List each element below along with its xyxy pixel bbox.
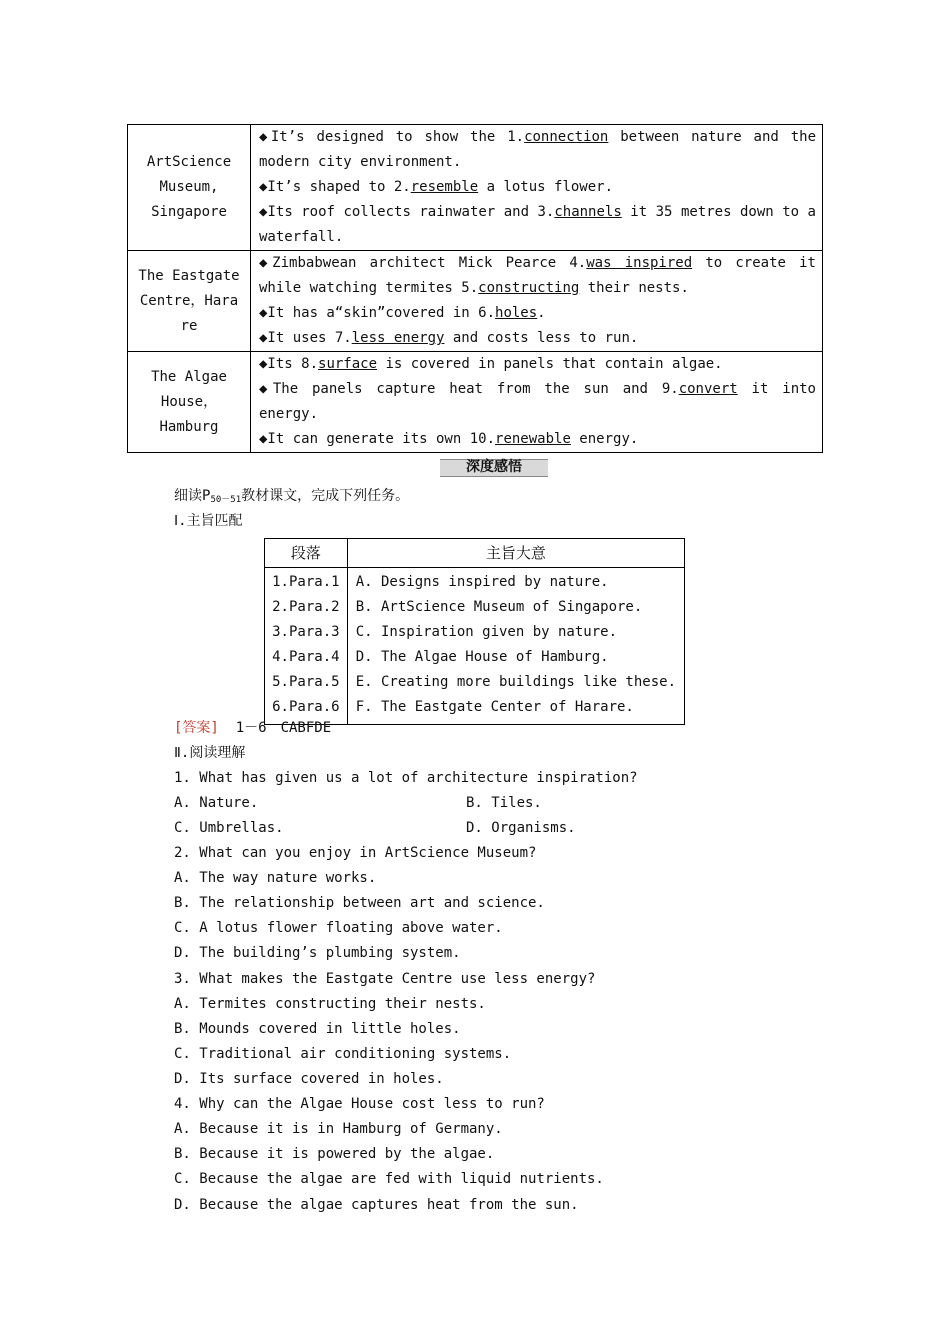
item-text: ◆The panels capture heat from the sun and 9. (259, 381, 679, 397)
answer-blank: connection (524, 129, 609, 145)
para-item: 3.Para.3 (272, 624, 340, 640)
item-text: and costs less to run. (444, 330, 639, 346)
table-row (128, 251, 823, 352)
column-header-topic: 主旨大意 (347, 539, 684, 568)
item-text: it 35 metres down to a waterfall. (259, 204, 816, 245)
description-item (259, 175, 816, 200)
place-name: Centre，Hara (139, 292, 239, 309)
option-b: B. Tiles. (466, 795, 542, 811)
question-2: 2. What can you enjoy in ArtScience Museum? (174, 845, 537, 861)
topic-item: D. The Algae House of Hamburg. (355, 649, 609, 665)
item-text: ◆Zimbabwean architect Mick Pearce 4. (259, 255, 587, 271)
option-d: D. Because the algae captures heat from the sun. (174, 1197, 579, 1213)
para-item: 2.Para.2 (272, 599, 340, 615)
description-item (259, 427, 816, 452)
answer-blank: holes (495, 305, 538, 321)
option-a: A. Nature. (174, 795, 259, 811)
item-text: ◆Its 8. (259, 356, 319, 372)
table-row (265, 568, 685, 725)
item-text: it into energy. (259, 381, 816, 422)
question-3: 3. What makes the Eastgate Centre use less energy? (174, 971, 596, 987)
place-name: Singapore (151, 204, 227, 220)
place-name: re (180, 317, 198, 334)
answer-blank: was inspired (586, 255, 693, 271)
topic-item: B. ArtScience Museum of Singapore. (355, 599, 643, 615)
description-item (259, 125, 816, 175)
page-range: 50－51 (210, 495, 242, 505)
para-list (265, 568, 348, 725)
para-item: 4.Para.4 (272, 649, 340, 665)
topic-item: A. Designs inspired by nature. (355, 574, 609, 590)
table-row (128, 352, 823, 453)
topic-item: C. Inspiration given by nature. (355, 624, 617, 640)
description-cell (251, 352, 823, 453)
description-item (259, 251, 816, 301)
description-item (259, 377, 816, 427)
place-name: Hamburg (159, 418, 219, 435)
option-c: C. Umbrellas. (174, 820, 284, 836)
item-text: energy. (570, 431, 639, 447)
item-text: . (537, 305, 546, 321)
question-4: 4. Why can the Algae House cost less to run? (174, 1096, 545, 1112)
topic-list (347, 568, 684, 725)
para-item: 6.Para.6 (272, 699, 340, 715)
place-name: The Algae (151, 368, 227, 385)
description-item (259, 326, 816, 351)
item-text: ◆Its roof collects rainwater and 3. (259, 204, 555, 220)
answer-blank: renewable (495, 431, 571, 447)
description-item (259, 301, 816, 326)
place-name: House， (160, 393, 218, 410)
option-a: A. Termites constructing their nests. (174, 996, 486, 1012)
item-text: ◆It can generate its own 10. (259, 431, 496, 447)
buildings-table (127, 124, 823, 453)
para-item: 5.Para.5 (272, 674, 340, 690)
para-item: 1.Para.1 (272, 574, 340, 590)
part2-heading: Ⅱ.阅读理解 (174, 745, 246, 761)
answer-blank: less energy (351, 330, 445, 346)
instruction-text: 细读P (174, 488, 211, 504)
description-item (259, 200, 816, 250)
item-text: ◆It’s shaped to 2. (259, 179, 411, 195)
match-table (264, 538, 685, 725)
instruction-text: 教材课文，完成下列任务。 (241, 488, 410, 504)
option-c: C. Because the algae are fed with liquid nutrients. (174, 1171, 604, 1187)
item-text: to create it while watching termites 5. (259, 255, 816, 296)
part1-heading: Ⅰ.主旨匹配 (174, 513, 243, 529)
option-b: B. Because it is powered by the algae. (174, 1146, 495, 1162)
item-text: ◆It has a“skin”covered in 6. (259, 305, 496, 321)
item-text: between nature and the modern city environment. (259, 129, 816, 170)
place-name: The Eastgate (138, 267, 240, 284)
answer-blank: resemble (410, 179, 479, 195)
description-cell (251, 125, 823, 251)
place-cell (128, 125, 251, 251)
item-text: a lotus flower. (478, 179, 614, 195)
description-item (259, 352, 816, 377)
answer-tag: [答案] (174, 720, 219, 736)
option-a: A. Because it is in Hamburg of Germany. (174, 1121, 503, 1137)
place-cell (128, 251, 251, 352)
topic-item: F. The Eastgate Center of Harare. (355, 699, 634, 715)
topic-item: E. Creating more buildings like these. (355, 674, 676, 690)
table-header-row (265, 539, 685, 568)
answer-line (174, 716, 331, 741)
column-header-para: 段落 (265, 539, 348, 568)
option-d: D. Organisms. (466, 820, 576, 836)
item-text: ◆It uses 7. (259, 330, 352, 346)
answer-blank: channels (554, 204, 622, 220)
question-1: 1. What has given us a lot of architecture inspiration? (174, 770, 638, 786)
answer-blank: constructing (478, 280, 580, 296)
option-c: C. Traditional air conditioning systems. (174, 1046, 512, 1062)
option-c: C. A lotus flower floating above water. (174, 920, 503, 936)
description-cell (251, 251, 823, 352)
option-b: B. The relationship between art and science. (174, 895, 545, 911)
item-text: their nests. (579, 280, 689, 296)
section-title: 深度感悟 (466, 459, 522, 475)
option-d: D. Its surface covered in holes. (174, 1071, 444, 1087)
place-name: Museum, (159, 179, 219, 195)
item-text: is covered in panels that contain algae. (377, 356, 723, 372)
option-b: B. Mounds covered in little holes. (174, 1021, 461, 1037)
item-text: ◆It’s designed to show the 1. (259, 129, 525, 145)
answer-blank: surface (318, 356, 378, 372)
answer-text: 1－6 CABFDE (235, 720, 332, 736)
answer-blank: convert (678, 381, 738, 397)
table-row (128, 125, 823, 251)
option-a: A. The way nature works. (174, 870, 377, 886)
section-banner (440, 457, 548, 477)
place-name: ArtScience (146, 154, 232, 170)
option-d: D. The building’s plumbing system. (174, 945, 461, 961)
place-cell (128, 352, 251, 453)
